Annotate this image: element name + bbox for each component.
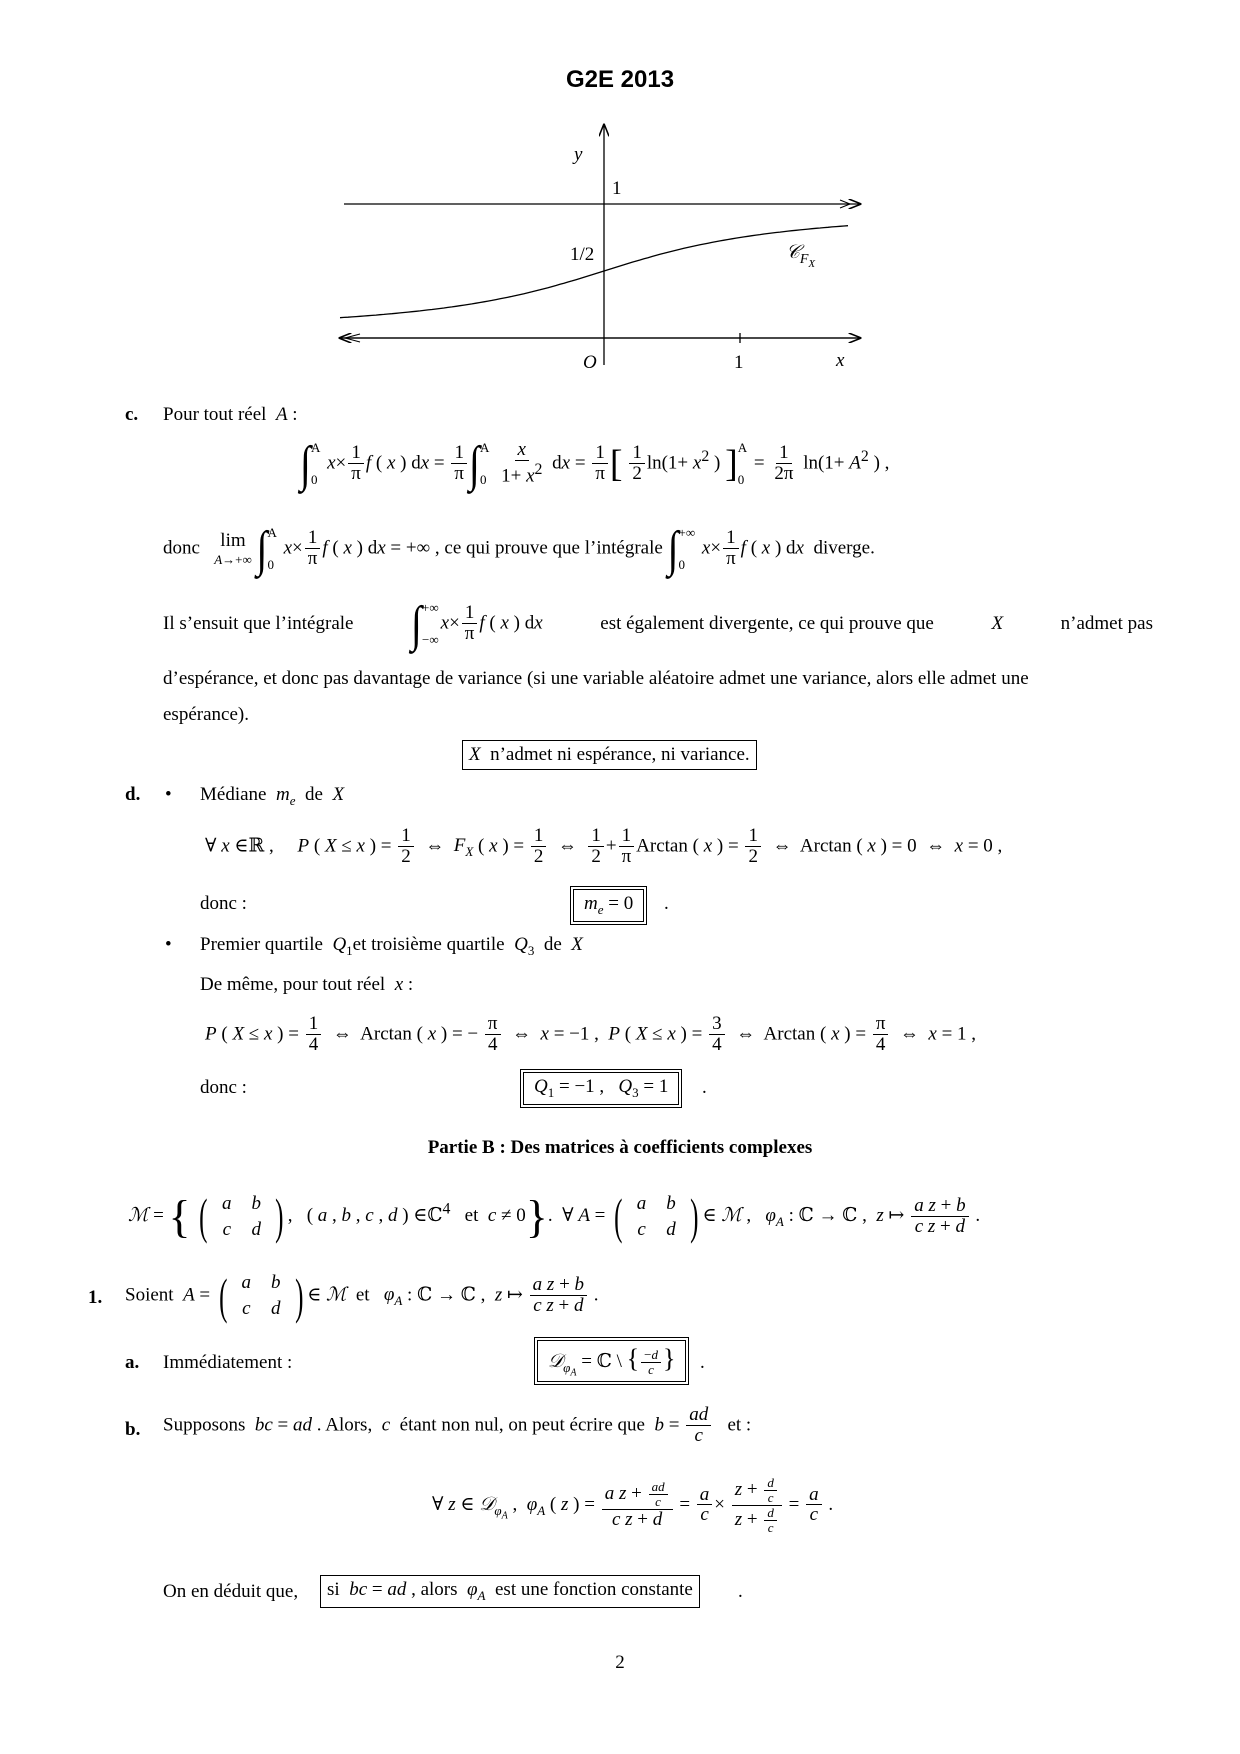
- q1b-text: Supposons bc = ad . Alors, c étant non nul, on peut écrire que b = $\frac{ad}{c}$ et :: [163, 1404, 752, 1446]
- boxed-domain: 𝒟$_{\varphi_A}$ = ℂ \ { $\frac{-d}{c}$ }: [534, 1337, 689, 1385]
- q1b-label: b.: [125, 1419, 141, 1440]
- bullet-1: •: [165, 784, 172, 805]
- x-axis-label: x: [836, 350, 845, 371]
- donc-median: donc :: [200, 893, 247, 914]
- part-d-label: d.: [125, 784, 141, 805]
- cdf-curve: [340, 226, 848, 318]
- part-c-label: c.: [125, 404, 139, 425]
- y-axis-label: y: [574, 144, 583, 165]
- matrix-set-definition: ℳ = { ( a b c d ) , ( a , b , c , d ) ∈ℂ$^4$ et c ≠ 0}. ∀ A = ( a b c d ) ∈ ℳ , $\varphi_A$ : ℂ → ℂ , z ↦ $\frac{\text{a z + b}}{\text{c z + d}}$ .: [128, 1188, 981, 1244]
- x-tick-one-label: 1: [734, 352, 744, 373]
- limit-line: donc lim A→+∞ ∫ A 0 x× $\frac{1}{\pi}$ f ( x ) dx = +∞ , ce qui prouve que l’intégrale ∫ +∞ 0 x× $\frac{1}{\pi}$ f ( x ) dx diverge.: [163, 520, 875, 577]
- q1-statement: Soient A = ( a b c d ) ∈ ℳ et $\varphi_A$ : ℂ → ℂ , z ↦ $\frac{\text{a z + b}}{\text{c z + d}}$ .: [125, 1267, 599, 1324]
- boxed-result-c: X n’admet ni espérance, ni variance.: [462, 740, 757, 770]
- divergence-text-2: d’espérance, et donc pas davantage de variance (si une variable aléatoire admet une variance, alors elle admet une: [163, 668, 1029, 689]
- boxed-median: $m_e = 0$: [570, 886, 647, 925]
- bullet-2: •: [165, 934, 172, 955]
- conclusion-text: On en déduit que,: [163, 1581, 299, 1602]
- mediane-title: Médiane $m_e$ de X: [200, 784, 345, 808]
- page-number: 2: [615, 1652, 625, 1673]
- partie-b-title: Partie B : Des matrices à coefficients complexes: [427, 1137, 813, 1158]
- constant-function-equation: ∀ z ∈ 𝒟$_{\varphi_A}$ , $\varphi_A$ ( z ) = a z + $\frac{ad}{c}$ c z + d = $\frac{a}{c}$ × z + $\frac{d}{c}$ z + $\frac{d}{c}$ = $\frac{a}{c}$ .: [432, 1475, 834, 1535]
- quartile-equation: P ( X ≤ x ) = $\frac{1}{4}$ ⇔ Arctan ( x ) = − $\frac{\pi}{4}$ ⇔ x = −1 , P ( X ≤ x ) = $\frac{3}{4}$ ⇔ Arctan ( x ) = $\frac{\pi}{4}$ ⇔ x = 1 ,: [205, 1013, 977, 1055]
- divergence-line: Il s’ensuit que l’intégrale ∫ +∞ −∞ x× $\frac{1}{\pi}$ f ( x ) dx est également divergente, ce qui prouve que X n’admet pas: [163, 595, 1153, 652]
- divergence-text-3: espérance).: [163, 704, 249, 725]
- q1-label: 1.: [88, 1287, 103, 1308]
- q1a-text: Immédiatement :: [163, 1352, 293, 1373]
- integral-equation-1: ∫ A 0 x× $\frac{1}{\pi}$ f ( x ) dx = $\frac{1}{\pi}$ ∫ A 0 $\frac{x}{1+ x^2}$ dx = $\frac{1}{\pi}$ [ $\frac{1}{2}$ $\ln(1+ x^2$ ) ] A 0 = $\frac{1}{2\pi}$ $\ln(1+ A^2$ ) ,: [300, 435, 890, 492]
- y-tick-half-label: 1/2: [570, 244, 595, 265]
- part-c-intro: Pour tout réel A :: [163, 404, 298, 425]
- curve-label: 𝒞$_{FX}$: [786, 242, 816, 270]
- donc-quartile: donc :: [200, 1077, 247, 1098]
- quartile-title: Premier quartile $Q_1et$ troisième quartile $Q_3$ de X: [200, 934, 583, 958]
- y-tick-one-label: 1: [612, 178, 622, 199]
- q1a-label: a.: [125, 1352, 140, 1373]
- boxed-quartiles: $Q_1 = -1$ , $Q_3 = 1$: [520, 1069, 682, 1108]
- median-equation: ∀ x ∈ℝ , P ( X ≤ x ) = $\frac{1}{2}$ ⇔ $F_X$ ( x ) = $\frac{1}{2}$ ⇔ $\frac{1}{2}$ + $\frac{1}{\pi}$ Arctan ( x ) = $\frac{1}{2}$ ⇔ Arctan ( x ) = 0 ⇔ x = 0 ,: [205, 825, 1003, 867]
- origin-label: O: [583, 352, 597, 373]
- page-title: G2E 2013: [565, 66, 675, 93]
- de-meme-text: De même, pour tout réel x :: [200, 974, 414, 995]
- boxed-conclusion: si bc = ad , alors $\varphi_A$ est une fonction constante: [320, 1575, 700, 1608]
